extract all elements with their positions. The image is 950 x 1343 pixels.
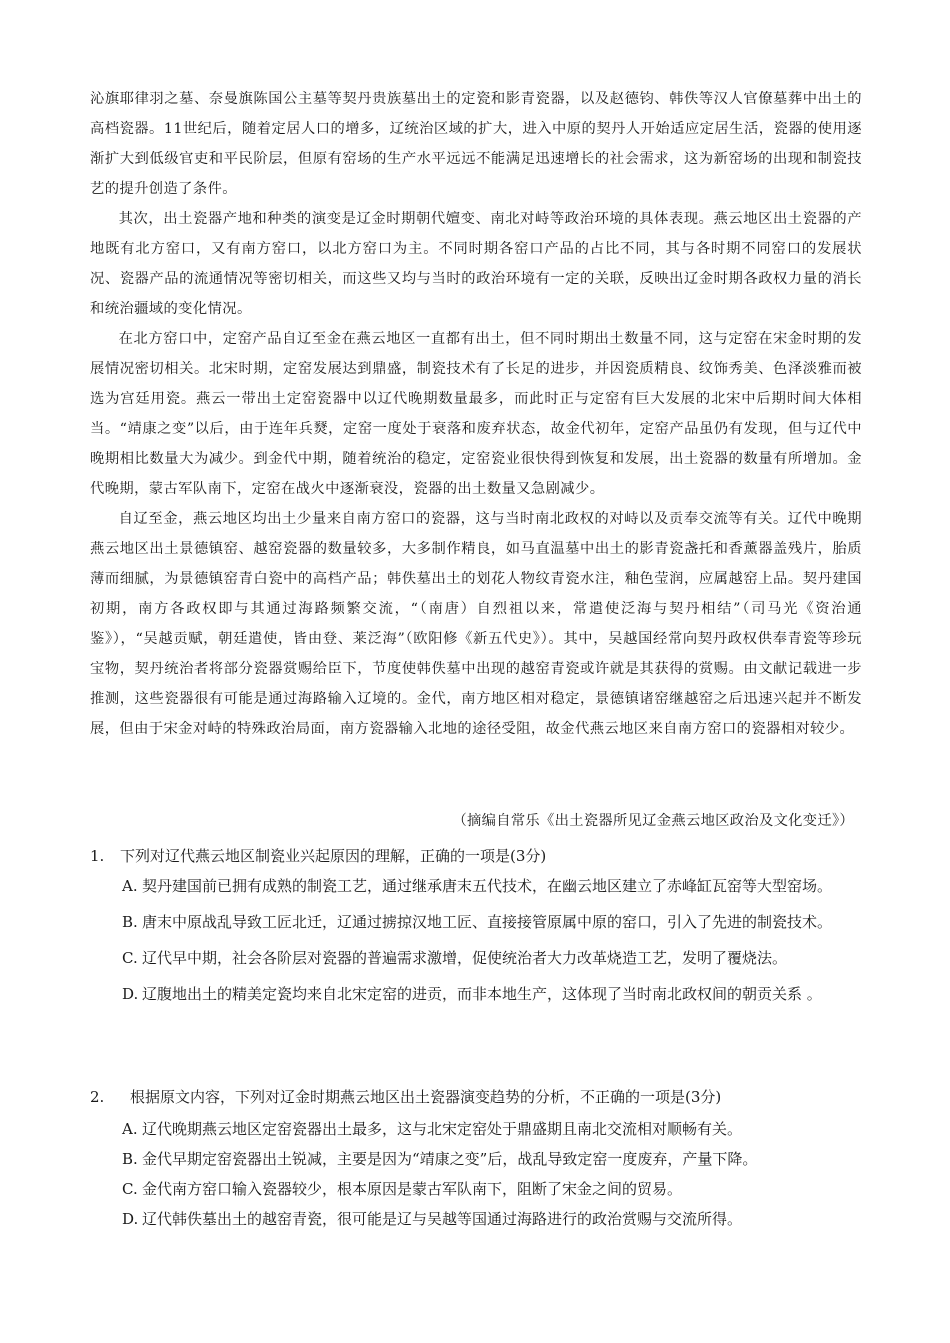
question-2-stem <box>90 1084 862 1110</box>
option-text: 唐末中原战乱导致工匠北迁，辽通过掳掠汉地工匠、直接接管原属中原的窑口，引入了先进的制瓷技术。 <box>142 913 833 931</box>
option-text: 辽代早中期，社会各阶层对瓷器的普遍需求激增，促使统治者大力改革烧造工艺，发明了覆烧法。 <box>142 949 788 967</box>
question-1-option-a <box>90 873 862 899</box>
question-1-option-c <box>90 945 862 971</box>
question-2-option-d <box>90 1206 862 1232</box>
reading-passage <box>90 84 862 744</box>
option-letter: C. <box>122 1180 138 1198</box>
option-letter: A. <box>122 1120 138 1138</box>
option-text: 契丹建国前已拥有成熟的制瓷工艺，通过继承唐末五代技术，在幽云地区建立了赤峰缸瓦窑等大型窑场。 <box>142 877 833 895</box>
question-2 <box>90 1084 862 1232</box>
passage-source: （摘编自常乐《出土瓷器所见辽金燕云地区政治及文化变迁》） <box>452 813 854 829</box>
question-1-stem <box>90 843 862 869</box>
passage-paragraph-2: 其次，出土瓷器产地和种类的演变是辽金时期朝代嬗变、南北对峙等政治环境的具体表现。燕云地区出土瓷器的产地既有北方窑口，又有南方窑口，以北方窑口为主。不同时期各窑口产品的占比不同，其与各时期不同窑口的发展状况、瓷器产品的流通情况等密切相关，而这些又均与当时的政治环境有一定的关联，反映出辽金时期各政权力量的消长和统治疆域的变化情况。 <box>90 211 862 317</box>
option-text: 金代南方窑口输入瓷器较少，根本原因是蒙古军队南下，阻断了宋金之间的贸易。 <box>142 1180 683 1198</box>
question-1 <box>90 843 862 1007</box>
option-text: 辽代韩佚墓出土的越窑青瓷，很可能是辽与吴越等国通过海路进行的政治赏赐与交流所得。 <box>142 1210 743 1228</box>
question-2-option-b <box>90 1146 862 1172</box>
question-1-option-d <box>90 981 862 1007</box>
question-1-option-b <box>90 909 862 935</box>
question-1-number: 1. <box>90 847 105 865</box>
question-2-option-a <box>90 1116 862 1142</box>
question-2-option-c <box>90 1176 862 1202</box>
option-letter: B. <box>122 1150 138 1168</box>
option-text: 金代早期定窑瓷器出土锐减，主要是因为“靖康之变”后，战乱导致定窑一度废弃，产量下降。 <box>142 1150 758 1168</box>
question-2-number: 2. <box>90 1088 105 1106</box>
option-letter: D. <box>122 985 139 1003</box>
passage-paragraph-4: 自辽至金，燕云地区均出土少量来自南方窑口的瓷器，这与当时南北政权的对峙以及贡奉交流等有关。辽代中晚期燕云地区出土景德镇窑、越窑瓷器的数量较多，大多制作精良，如马直温墓中出土的影青瓷盏托和香薰器盖残片，胎质薄而细腻，为景德镇窑青白瓷中的高档产品；韩佚墓出土的划花人物纹青瓷水注，釉色莹润，应属越窑上品。契丹建国初期，南方各政权即与其通过海路频繁交流，“（南唐）自烈祖以来，常遣使泛海与契丹相结”（司马光《资治通鉴》），“吴越贡赋，朝廷遣使，皆由登、莱泛海”（欧阳修《新五代史》）。其中，吴越国经常向契丹政权供奉青瓷等珍玩宝物，契丹统治者将部分瓷器赏赐给臣下，节度使韩佚墓中出现的越窑青瓷或许就是其获得的赏赐。由文献记载进一步推测，这些瓷器很有可能是通过海路输入辽境的。金代，南方地区相对稳定，景德镇诸窑继越窑之后迅速兴起并不断发展，但由于宋金对峙的特殊政治局面，南方瓷器输入北地的途径受阻，故金代燕云地区来自南方窑口的瓷器相对较少。 <box>90 511 862 737</box>
option-letter: C. <box>122 949 138 967</box>
option-letter: B. <box>122 913 138 931</box>
option-text: 辽代晚期燕云地区定窑瓷器出土最多，这与北宋定窑处于鼎盛期且南北交流相对顺畅有关。 <box>142 1120 743 1138</box>
passage-paragraph-3: 在北方窑口中，定窑产品自辽至金在燕云地区一直都有出土，但不同时期出土数量不同，这与定窑在宋金时期的发展情况密切相关。北宋时期，定窑发展达到鼎盛，制瓷技术有了长足的进步，并因瓷质精良、纹饰秀美、色泽淡雅而被选为宫廷用瓷。燕云一带出土定窑瓷器中以辽代晚期数量最多，而此时正与定窑有巨大发展的北宋中后期时间大体相当。“靖康之变”以后，由于连年兵燹，定窑一度处于衰落和废弃状态，故金代初年，定窑产品虽仍有发现，但与辽代中晚期相比数量大为减少。到金代中期，随着统治的稳定，定窑瓷业很快得到恢复和发展，出土瓷器的数量有所增加。金代晚期，蒙古军队南下，定窑在战火中逐渐衰没，瓷器的出土数量又急剧减少。 <box>90 331 862 497</box>
passage-paragraph-1: 沁旗耶律羽之墓、奈曼旗陈国公主墓等契丹贵族墓出土的定瓷和影青瓷器，以及赵德钧、韩佚等汉人官僚墓葬中出土的高档瓷器。11世纪后，随着定居人口的增多，辽统治区域的扩大，进入中原的契丹人开始适应定居生活，瓷器的使用逐渐扩大到低级官吏和平民阶层，但原有窑场的生产水平远远不能满足迅速增长的社会需求，这为新窑场的出现和制瓷技艺的提升创造了条件。 <box>90 91 862 197</box>
option-letter: D. <box>122 1210 139 1228</box>
question-1-text: 下列对辽代燕云地区制瓷业兴起原因的理解，正确的一项是(3分) <box>120 847 547 865</box>
option-letter: A. <box>122 877 138 895</box>
option-text: 辽腹地出土的精美定瓷均来自北宋定窑的进贡，而非本地生产，这体现了当时南北政权间的朝贡关系 。 <box>142 985 822 1003</box>
question-2-text: 根据原文内容，下列对辽金时期燕云地区出土瓷器演变趋势的分析，不正确的一项是(3分) <box>130 1088 722 1106</box>
